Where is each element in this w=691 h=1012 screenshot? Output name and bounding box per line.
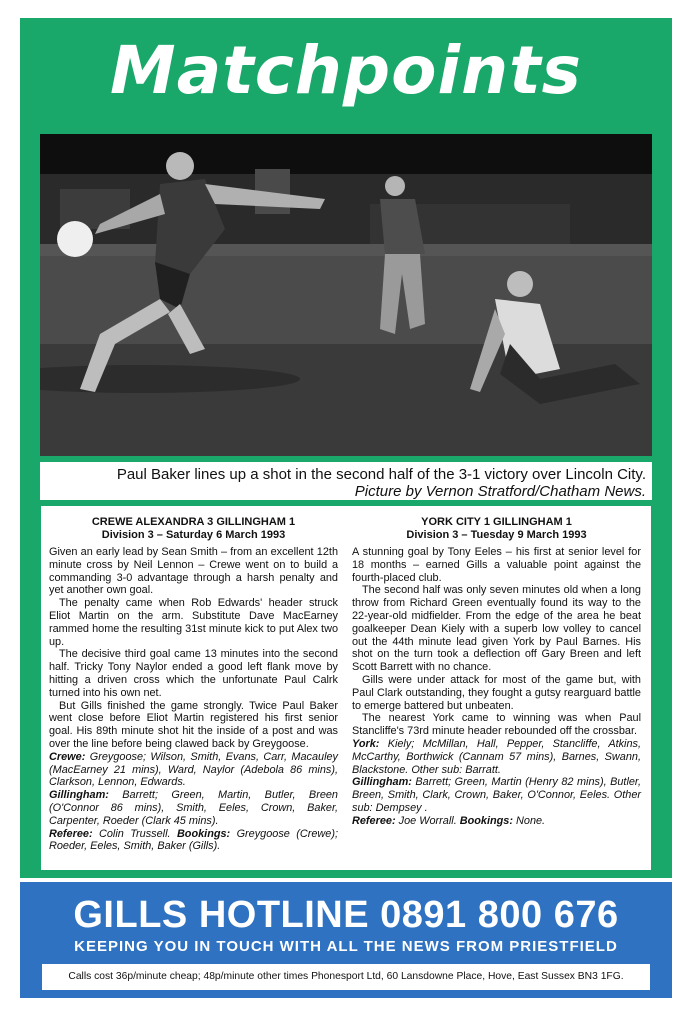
match-date: Division 3 – Saturday 6 March 1993	[101, 528, 286, 541]
referee-bookings	[352, 815, 641, 828]
report-paragraph: The penalty came when Rob Edwards' header struck Eliot Martin on the arm. Substitute Dave MacEarney rammed home the resulting 31st minute kick to put Alex two up.	[49, 597, 338, 648]
photo-caption	[40, 462, 652, 502]
match-title: CREWE ALEXANDRA 3 GILLINGHAM 1	[91, 516, 296, 528]
bookings-list: Greygoose (Crewe); Roeder, Eeles, Smith, Baker (Gills).	[49, 827, 338, 853]
report-paragraph: A stunning goal by Tony Eeles – his first at senior level for 18 months – earned Gills a valuable point against the fourth-placed club.	[352, 546, 641, 584]
report-paragraph: The nearest York came to winning was when Paul Stancliffe's 73rd minute header rebounded off the crossbar.	[352, 712, 641, 738]
team-players: Barrett; Green, Martin, Butler, Breen (O'Connor 86 mins), Smith, Eeles, Crown, Baker, Carpenter, Roeder (Clark 45 mins).	[49, 789, 338, 827]
matchpoints-header	[20, 18, 672, 126]
bookings-label: Bookings:	[459, 814, 513, 827]
photo-frame	[20, 126, 672, 506]
hotline-tagline: KEEPING YOU IN TOUCH WITH ALL THE NEWS FROM PRIESTFIELD	[74, 938, 618, 955]
referee-label: Referee:	[352, 814, 396, 827]
team-lineup	[352, 738, 641, 776]
report-paragraph: Given an early lead by Sean Smith – from an excellent 12th minute cross by Neil Lennon – Crewe went on to build a commanding 3-0 advantage through a harsh penalty and yet another own goal.	[49, 546, 338, 597]
team-label: York:	[352, 737, 380, 750]
referee-name: Colin Trussell.	[92, 827, 177, 840]
team-label: Gillingham:	[49, 789, 109, 802]
report-paragraph: The decisive third goal came 13 minutes into the second half. Tricky Tony Naylor ended a good left flank move by hitting a driven cross which the unfortunate Paul Calrk turned into his own net.	[49, 648, 338, 699]
team-label: Gillingham:	[352, 776, 412, 789]
bookings-label: Bookings:	[176, 827, 231, 840]
report-paragraph: But Gills finished the game strongly. Twice Paul Baker went close before Eliot Martin registered his first senior goal. His 89th minute shot hit the inside of a post and was over the line before being clawed back by Greygoose.	[49, 699, 338, 750]
team-lineup	[352, 776, 641, 814]
team-players: Kiely; McMillan, Hall, Pepper, Stancliffe, Atkins, McCarthy, Borthwick (Cannam 57 mins), Barnes, Swann, Blackstone. Other sub: Barratt.	[352, 737, 641, 776]
report-york	[352, 516, 641, 828]
match-date: Division 3 – Tuesday 9 March 1993	[406, 528, 587, 541]
report-heading	[49, 516, 338, 541]
referee-bookings	[49, 828, 338, 854]
referee-label: Referee:	[49, 827, 93, 840]
report-heading	[352, 516, 641, 541]
hotline-banner	[20, 882, 672, 998]
referee-name: Joe Worrall.	[395, 814, 460, 827]
photo-credit: Picture by Vernon Stratford/Chatham News.	[354, 483, 646, 500]
team-players: Barrett; Green, Martin (Henry 82 mins), Butler, Breen, Smith, Clark, Crown, Baker, O'Connor, Eeles. Other sub: Dempsey .	[352, 776, 641, 814]
caption-text: Paul Baker lines up a shot in the second half of the 3-1 victory over Lincoln City.	[116, 466, 646, 483]
match-photo	[40, 134, 652, 456]
report-paragraph: Gills were under attack for most of the game but, with Paul Clark outstanding, they fought a gutsy rearguard battle to emerge battered but unbeaten.	[352, 673, 641, 712]
call-cost-notice: Calls cost 36p/minute cheap; 48p/minute other times Phonesport Ltd, 60 Lansdowne Place, Hove, East Sussex BN3 1FG.	[42, 964, 650, 990]
match-photo-image	[40, 134, 652, 456]
team-players: Greygoose; Wilson, Smith, Evans, Carr, Macauley (MacEarney 21 mins), Ward, Naylor (Adebola 86 mins), Clarkson, Lennon, Edwards.	[49, 750, 338, 789]
match-reports-frame	[20, 500, 672, 878]
match-reports	[41, 506, 651, 870]
report-crewe	[49, 516, 338, 853]
hotline-title: GILLS HOTLINE 0891 800 676	[73, 894, 619, 936]
page-title: Matchpoints	[110, 32, 582, 109]
bookings-list: None.	[513, 814, 546, 827]
team-label: Crewe:	[49, 750, 86, 763]
match-title: YORK CITY 1 GILLINGHAM 1	[421, 516, 572, 528]
team-lineup	[49, 789, 338, 827]
team-lineup	[49, 751, 338, 789]
report-paragraph: The second half was only seven minutes old when a long throw from Richard Green eventually found its way to the 22-year-old midfielder. From the edge of the area he beat goalkeeper Dean Kiely with a superb low volley to cancel out the 44th minute lead given York by Paul Barnes. His shot on the turn took a deflection off Gary Breen and left Scott Barrett with no chance.	[352, 584, 641, 674]
